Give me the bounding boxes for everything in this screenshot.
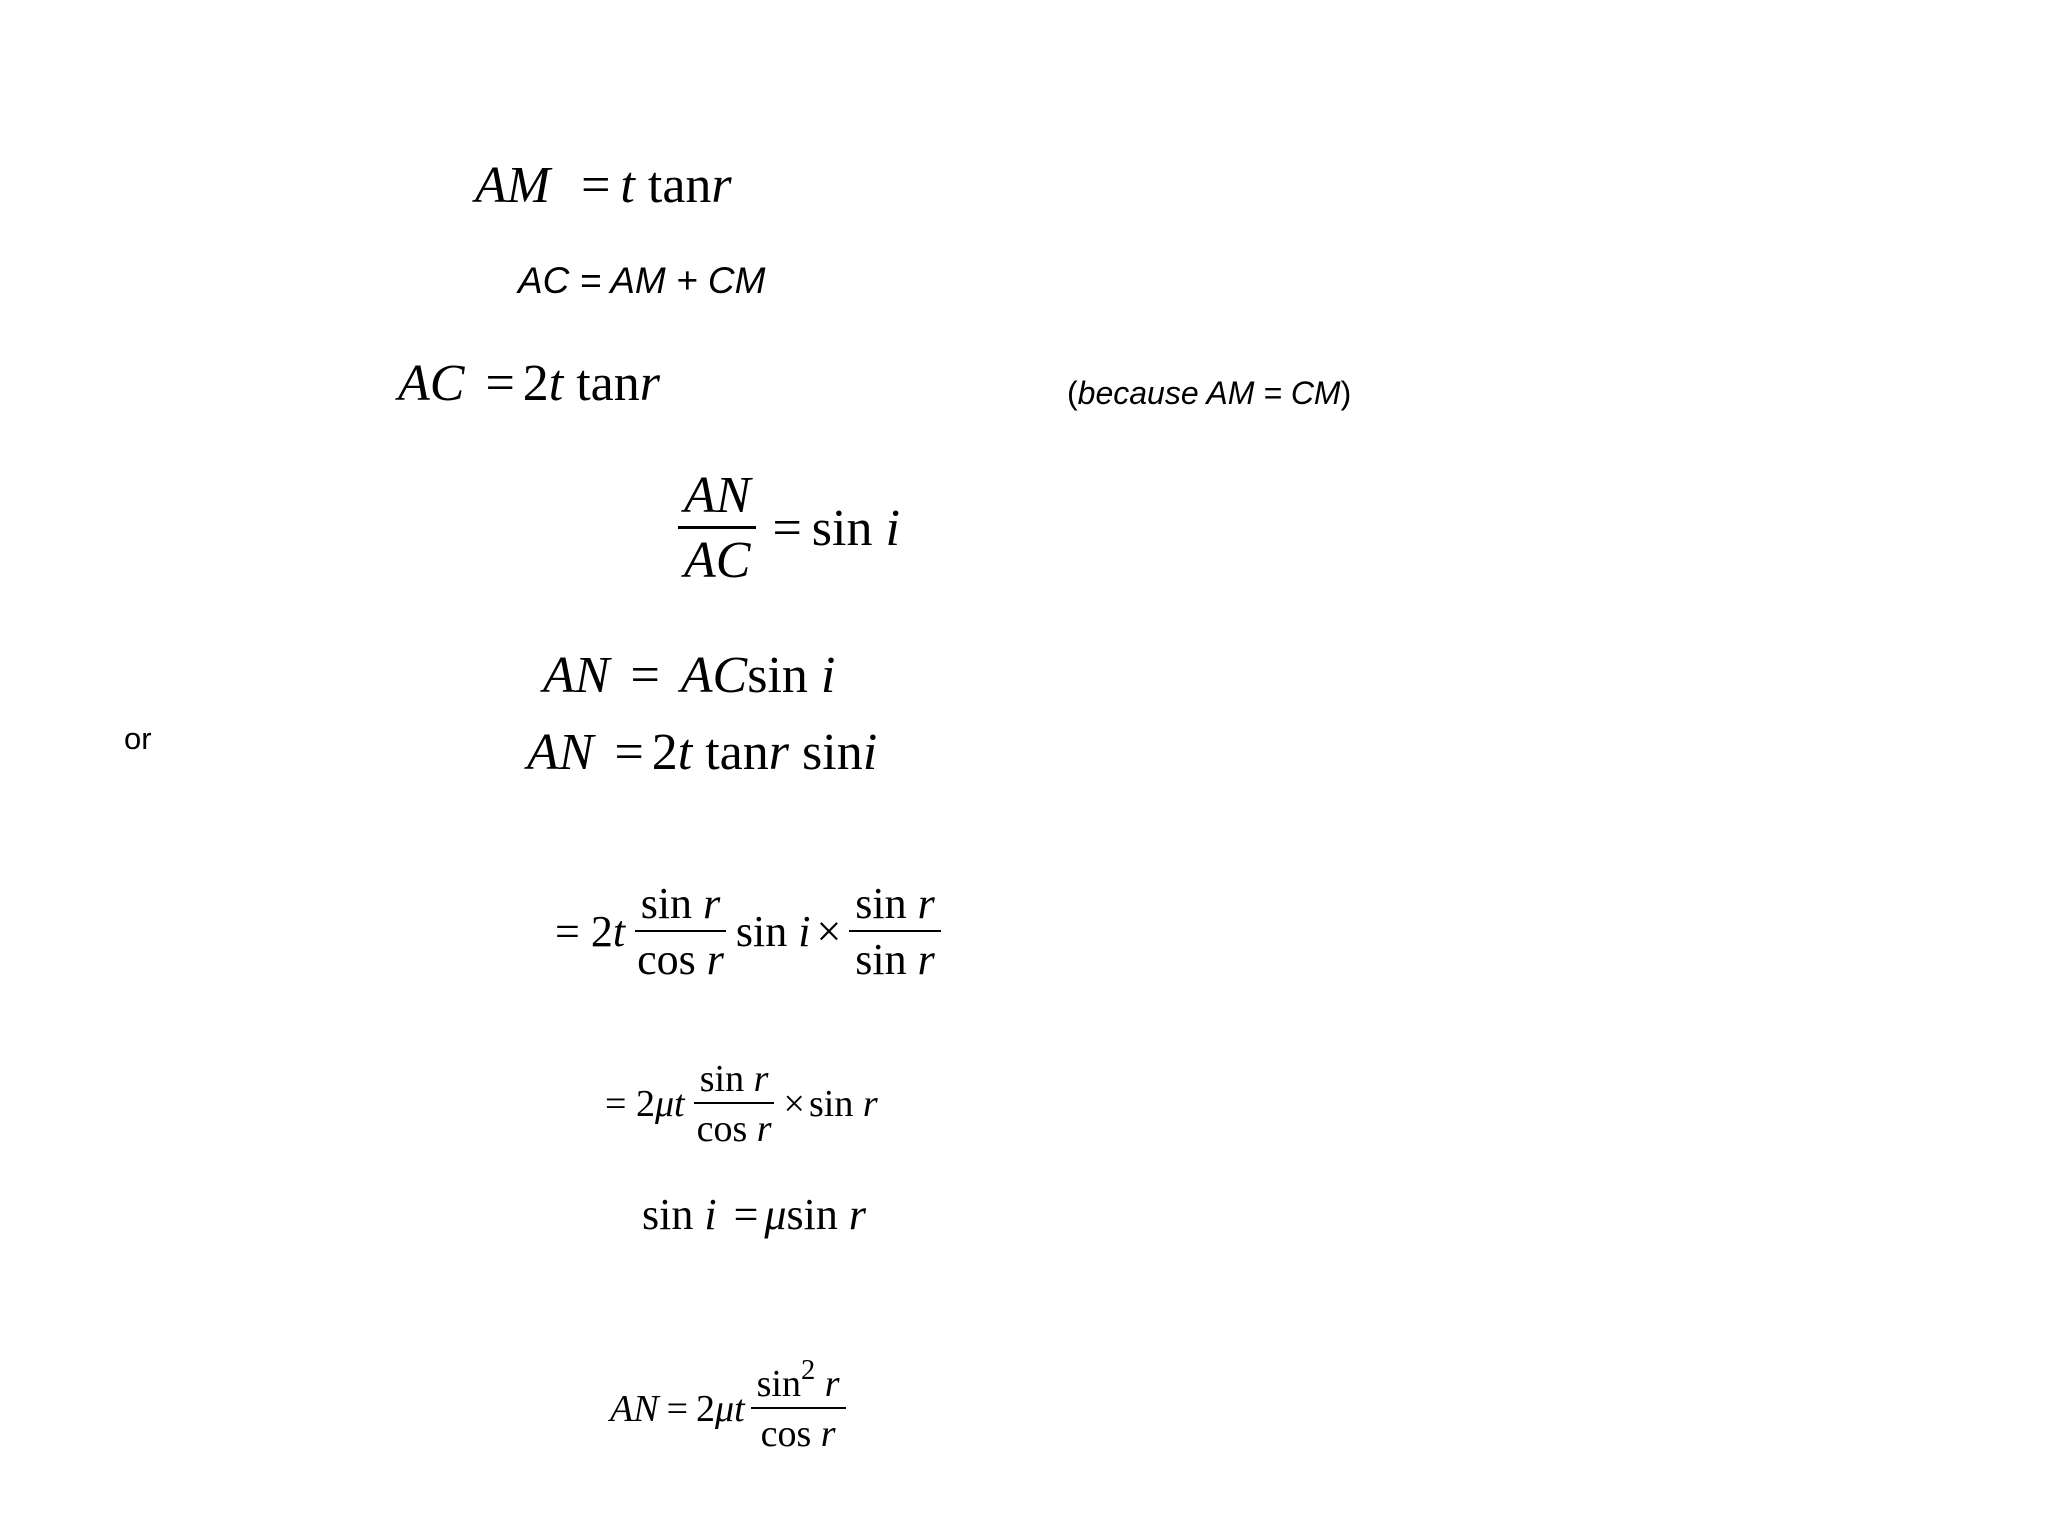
func-sin: sin: [855, 879, 907, 928]
denominator: [631, 932, 730, 982]
symbol-mu: μ: [654, 1083, 675, 1125]
symbol-an: AN: [610, 1388, 659, 1430]
equation-ac-2t-tan-r: [398, 355, 661, 412]
symbol-mu: μ: [715, 1388, 735, 1430]
number-2: 2: [696, 1388, 715, 1430]
symbol-r: r: [862, 1083, 878, 1125]
denominator: [755, 1409, 842, 1453]
func-tan: tan: [705, 724, 769, 781]
func-sin: sin: [808, 1083, 854, 1125]
exponent-2: 2: [801, 1354, 816, 1386]
equation-an-over-ac-sin-i: [672, 467, 900, 589]
symbol-r: r: [917, 879, 935, 928]
equals-sign: =: [772, 499, 802, 557]
times-sign: ×: [816, 907, 842, 956]
fraction-sin2-r-cos-r: [751, 1354, 846, 1455]
func-sin: sin: [756, 1363, 801, 1405]
symbol-r: r: [824, 1363, 840, 1405]
numerator: [635, 879, 726, 932]
func-sin: sin: [735, 907, 788, 956]
symbol-t: t: [620, 157, 635, 214]
numerator: [751, 1354, 846, 1409]
numerator: [694, 1060, 775, 1104]
equals-sign: =: [605, 1083, 627, 1125]
numerator: [849, 879, 940, 932]
symbol-t: t: [674, 1083, 685, 1125]
func-sin: sin: [786, 1190, 838, 1239]
symbol-r: r: [848, 1190, 866, 1239]
equals-sign: =: [630, 647, 660, 704]
func-sin: sin: [642, 1190, 694, 1239]
func-sin: sin: [855, 935, 907, 984]
paren-close: ): [1340, 375, 1352, 411]
func-sin: sin: [802, 724, 863, 781]
denominator: [849, 932, 940, 982]
func-tan: tan: [647, 157, 712, 214]
func-cos: cos: [760, 1413, 812, 1455]
symbol-i: i: [885, 499, 900, 557]
equals-sign: =: [555, 907, 580, 956]
equals-sign: =: [733, 1190, 759, 1239]
number-2: 2: [522, 355, 549, 412]
symbol-r: r: [706, 935, 724, 984]
note-text: because AM = CM: [1077, 375, 1341, 411]
symbol-t: t: [734, 1388, 745, 1430]
func-sin: sin: [747, 647, 808, 704]
note-because-am-cm: [1067, 377, 1351, 409]
number-2: 2: [590, 907, 613, 956]
equation-ac-am-cm: AC = AM + CM: [518, 260, 766, 301]
fraction-sin-r-cos-r: [691, 1060, 778, 1148]
fraction-sin-r-cos-r: [631, 879, 730, 984]
symbol-t: t: [677, 724, 693, 781]
symbol-i: i: [798, 907, 811, 956]
symbol-t: t: [612, 907, 626, 956]
times-sign: ×: [783, 1083, 805, 1125]
symbol-ac: AC: [398, 355, 465, 412]
symbol-r: r: [703, 879, 721, 928]
equals-sign: =: [614, 724, 644, 781]
symbol-mu: μ: [764, 1190, 787, 1239]
symbol-an: AN: [527, 724, 594, 781]
equation-2t-fraction-product: [555, 879, 947, 984]
equals-sign: =: [581, 157, 611, 214]
symbol-am: AM: [475, 157, 551, 214]
symbol-r: r: [711, 157, 732, 214]
symbol-r: r: [756, 1108, 772, 1150]
equation-am-t-tan-r: [475, 157, 732, 214]
connector-or: or: [124, 721, 152, 756]
numerator-an: AN: [678, 470, 756, 529]
equation-an-ac-sin-i: [543, 647, 836, 704]
symbol-i: i: [820, 647, 836, 704]
func-sin: sin: [811, 499, 873, 557]
symbol-i: i: [862, 724, 878, 781]
symbol-t: t: [548, 355, 564, 412]
fraction-sin-r-sin-r: [849, 879, 940, 984]
fraction-an-ac: [678, 467, 756, 589]
func-cos: cos: [637, 935, 696, 984]
func-tan: tan: [576, 355, 640, 412]
symbol-r: r: [639, 355, 661, 412]
denominator: [691, 1104, 778, 1148]
symbol-ac: AC: [680, 647, 748, 704]
equation-an-final: [610, 1354, 852, 1455]
symbol-r: r: [768, 724, 790, 781]
symbol-r: r: [917, 935, 935, 984]
func-sin: sin: [699, 1058, 745, 1100]
symbol-an: AN: [543, 647, 610, 704]
func-cos: cos: [696, 1108, 748, 1150]
number-2: 2: [635, 1083, 655, 1125]
func-sin: sin: [640, 879, 693, 928]
symbol-i: i: [704, 1190, 717, 1239]
equals-sign: =: [485, 355, 515, 412]
equation-an-2t-tan-r-sin-i: [527, 724, 878, 781]
equation-snell-law: [642, 1190, 866, 1239]
equation-2mut-fraction-sin-r: [605, 1060, 878, 1148]
symbol-r: r: [753, 1058, 769, 1100]
number-2: 2: [651, 724, 678, 781]
denominator-ac: AC: [684, 532, 751, 589]
symbol-r: r: [820, 1413, 836, 1455]
equals-sign: =: [666, 1388, 688, 1430]
paren-open: (: [1067, 375, 1078, 411]
